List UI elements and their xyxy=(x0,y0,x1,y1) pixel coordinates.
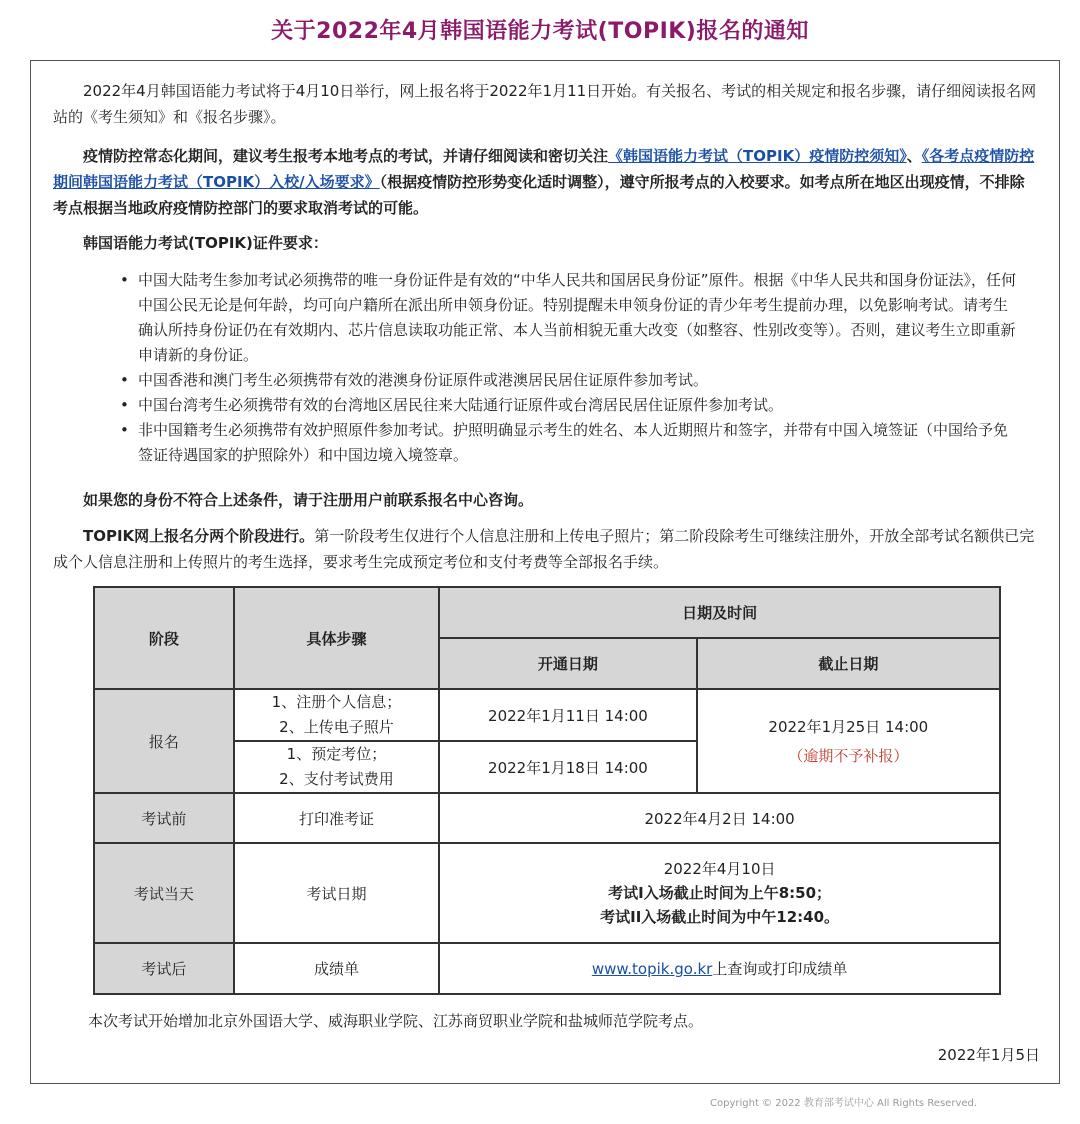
header-datetime: 日期及时间 xyxy=(439,587,1000,638)
page-title: 关于2022年4月韩国语能力考试(TOPIK)报名的通知 xyxy=(271,19,809,44)
step-line: 1、预定考位； xyxy=(286,745,387,763)
table-row xyxy=(94,689,1000,741)
open-date-stage2: 2022年1月18日 14:00 xyxy=(439,741,696,793)
header-close-date: 截止日期 xyxy=(697,638,1000,689)
header-phase: 阶段 xyxy=(94,587,234,689)
id-requirements-list xyxy=(118,268,1018,468)
list-item: • 非中国籍考生必须携带有效护照原件参加考试。护照明确显示考生的姓名、本人近期照片和签字，并带有中国入境签证（中国给予免签证待遇国家的护照除外）和中国边境入境签章。 xyxy=(118,418,1018,468)
stages-bold: TOPIK网上报名分两个阶段进行。 xyxy=(83,527,315,545)
link-separator: 、 xyxy=(906,147,922,165)
step-print-ticket: 打印准考证 xyxy=(234,793,440,843)
new-sites-note: 本次考试开始增加北京外国语大学、威海职业学院、江苏商贸职业学院和盐城师范学院考点。 xyxy=(88,1012,704,1030)
copyright: Copyright © 2022 教育部考试中心 All Rights Reserved. xyxy=(710,1098,978,1109)
table-row xyxy=(94,843,1000,943)
phase-before-exam: 考试前 xyxy=(94,793,234,843)
phase-after-exam: 考试后 xyxy=(94,943,234,994)
exam-ii-cutoff: 考试II入场截止时间为中午12:40。 xyxy=(600,908,840,926)
notice-date: 2022年1月5日 xyxy=(937,1046,1040,1064)
site-requirements-link[interactable]: 《各考点疫情防控期间韩国语能力考试（TOPIK）入校/入场要求》 xyxy=(53,147,1035,191)
table-row xyxy=(94,793,1000,843)
header-steps: 具体步骤 xyxy=(234,587,440,689)
intro-paragraph: 2022年4月韩国语能力考试将于4月10日举行，网上报名将于2022年1月11日开始。有关报名、考试的相关规定和报名步骤，请仔细阅读报名网站的《考生须知》和《报名步骤》。 xyxy=(53,82,1037,126)
table-row xyxy=(94,943,1000,994)
stages-rest: 第一阶段考生仅进行个人信息注册和上传电子照片；第二阶段除考生可继续注册外，开放全部考试名额供已完成个人信息注册和上传照片的考生选择，要求考生完成预定考位和支付考费等全部报名手续。 xyxy=(53,527,1035,571)
exam-date: 2022年4月10日 xyxy=(663,860,776,878)
list-item: • 中国台湾考生必须携带有效的台湾地区居民往来大陆通行证原件或台湾居民居住证原件参加考试。 xyxy=(118,393,1018,418)
list-item: • 中国大陆考生参加考试必须携带的唯一身份证件是有效的“中华人民共和国居民身份证”原件。根据《中华人民共和国身份证法》，任何中国公民无论是何年龄，均可向户籍所在派出所申领身份证。特别提醒未申领身份证的青少年考生提前办理，以免影响考试。请考生确认所持身份证仍在有效期内、芯片信息读取功能正常、本人当前相貌无重大改变（如整容、性别改变等）。否则，建议考生立即重新申请新的身份证。 xyxy=(118,268,1018,368)
print-ticket-date: 2022年4月2日 14:00 xyxy=(439,793,1000,843)
step-line: 2、上传电子照片 xyxy=(279,718,394,736)
stages-paragraph xyxy=(53,523,1038,575)
header-open-date: 开通日期 xyxy=(439,638,696,689)
score-query-text: 上查询或打印成绩单 xyxy=(712,960,848,978)
table-row xyxy=(94,587,1000,638)
topik-website-link[interactable]: www.topik.go.kr xyxy=(591,960,713,978)
late-warning: （逾期不予补报） xyxy=(788,747,909,765)
epidemic-guide-link[interactable]: 《韩国语能力考试（TOPIK）疫情防控须知》 xyxy=(608,147,907,165)
exam-i-cutoff: 考试I入场截止时间为上午8:50； xyxy=(608,884,832,902)
step-exam-date: 考试日期 xyxy=(234,843,440,943)
step-line: 2、支付考试费用 xyxy=(279,770,394,788)
epidemic-paragraph xyxy=(53,143,1038,221)
exam-day-info xyxy=(439,843,1000,943)
epidemic-text-after: （根据疫情防控形势变化适时调整），遵守所报考点的入校要求。如考点所在地区出现疫情，不排除考点根据当地政府疫情防控部门的要求取消考试的可能。 xyxy=(53,173,1025,217)
id-requirements-heading: 韩国语能力考试(TOPIK)证件要求： xyxy=(83,234,328,252)
close-date-value: 2022年1月25日 14:00 xyxy=(768,718,929,736)
step-score-report: 成绩单 xyxy=(234,943,440,994)
phase-exam-day: 考试当天 xyxy=(94,843,234,943)
id-mismatch-note: 如果您的身份不符合上述条件，请于注册用户前联系报名中心咨询。 xyxy=(83,491,534,509)
schedule-table xyxy=(93,586,1001,995)
step-line: 1、注册个人信息； xyxy=(271,693,402,711)
step-book-seat xyxy=(234,741,440,793)
phase-registration: 报名 xyxy=(94,689,234,793)
step-register-info xyxy=(234,689,440,741)
list-item: • 中国香港和澳门考生必须携带有效的港澳身份证原件或港澳居民居住证原件参加考试。 xyxy=(118,368,1018,393)
epidemic-text-before: 疫情防控常态化期间，建议考生报考本地考点的考试，并请仔细阅读和密切关注 xyxy=(83,147,609,165)
score-query-info xyxy=(439,943,1000,994)
open-date-stage1: 2022年1月11日 14:00 xyxy=(439,689,696,741)
close-date-registration xyxy=(697,689,1000,793)
